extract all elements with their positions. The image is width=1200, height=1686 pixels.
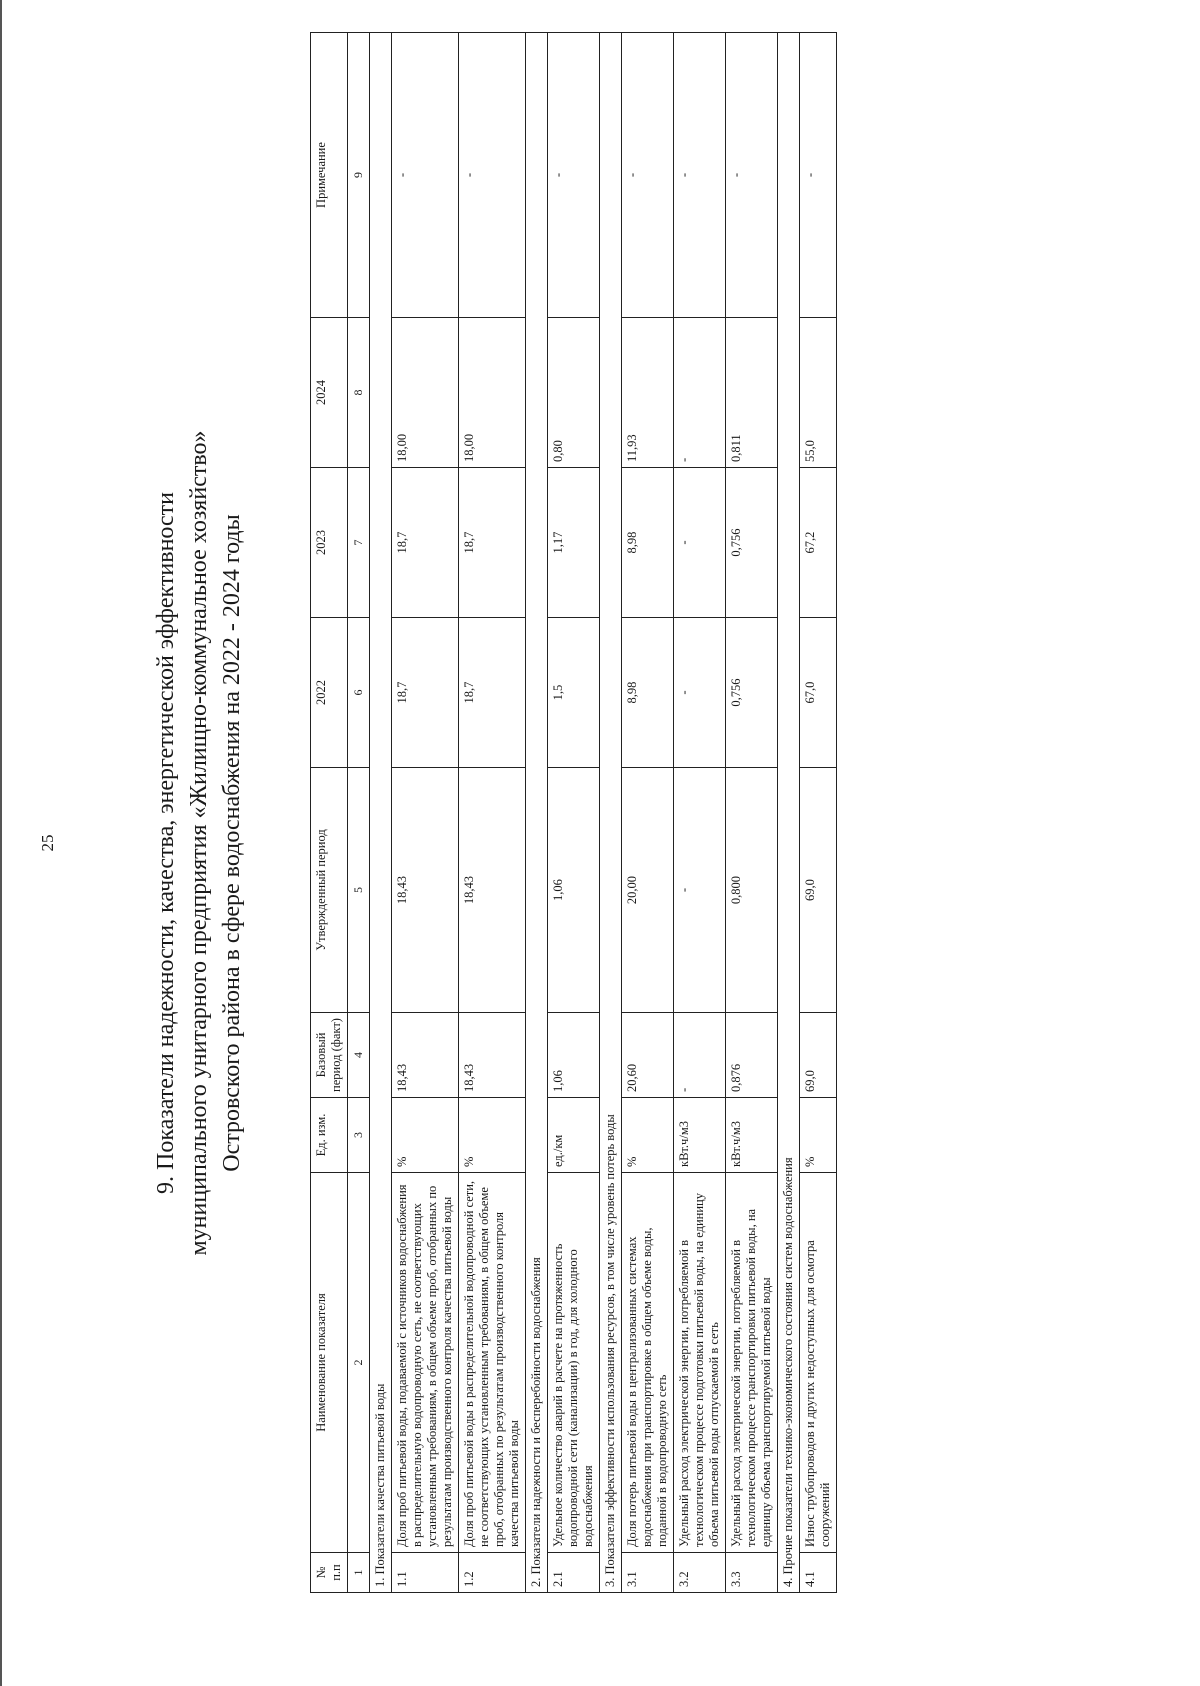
indicator-name: Удельный расход электрической энергии, потребляемой в технологическом процессе подготовки питьевой воды, на единицу объема питьевой воды отпускаемой в сеть [674,1173,726,1553]
header-cell: Базовый период (факт) [311,1013,348,1098]
header-cell: 2024 [311,318,348,468]
column-number: 4 [348,1013,370,1098]
column-number: 2 [348,1173,370,1553]
value-2023: - [674,468,726,618]
table-row [392,33,459,1593]
table-row [726,33,778,1593]
value-2023: 18,7 [459,468,526,618]
value-2022: 18,7 [459,618,526,768]
indicator-name: Доля проб питьевой воды в распределительной водопроводной сети, не соответствующих установленным требованиям, в общем объеме проб, отобранных по результатам производственного контроля качества питьевой воды [459,1173,526,1553]
value-2023: 18,7 [392,468,459,618]
approved-period-value: 1,06 [548,768,600,1013]
indicator-name: Доля проб питьевой воды, подаваемой с источников водоснабжения в распределительную водопроводную сеть, не соответствующих установленным требованиям, в общем объеме проб, отобранных по результатам производственного контроля качества питьевой воды [392,1173,459,1553]
header-cell: Примечание [311,33,348,318]
unit-cell: ед./км [548,1098,600,1173]
approved-period-value: - [674,768,726,1013]
row-number: 1.2 [459,1553,526,1593]
note-cell: - [726,33,778,318]
approved-period-value: 0,800 [726,768,778,1013]
base-period-value: - [674,1013,726,1098]
value-2023: 67,2 [800,468,837,618]
column-number: 8 [348,318,370,468]
header-cell: Ед. изм. [311,1098,348,1173]
table-row [548,33,600,1593]
base-period-value: 69,0 [800,1013,837,1098]
title-line-2: муниципального унитарного предприятия «Жилищно-коммунальное хозяйство» [186,430,212,1256]
value-2024: - [674,318,726,468]
row-number: 4.1 [800,1553,837,1593]
note-cell: - [800,33,837,318]
rotated-content [10,23,1190,1663]
document-title [150,23,249,1663]
value-2022: 8,98 [622,618,674,768]
unit-cell: % [459,1098,526,1173]
unit-cell: кВт.ч/м3 [674,1098,726,1173]
column-number: 9 [348,33,370,318]
table-body [370,33,837,1593]
value-2022: 1,5 [548,618,600,768]
unit-cell: кВт.ч/м3 [726,1098,778,1173]
base-period-value: 18,43 [459,1013,526,1098]
base-period-value: 0,876 [726,1013,778,1098]
value-2022: - [674,618,726,768]
table-row [459,33,526,1593]
header-cell: № п.п [311,1553,348,1593]
value-2023: 8,98 [622,468,674,618]
section-title: 4. Прочие показатели технико-экономического состояния систем водоснабжения [778,33,800,1593]
column-number: 3 [348,1098,370,1173]
section-title: 1. Показатели качества питьевой воды [370,33,392,1593]
page-number: 25 [38,834,57,852]
indicator-name: Доля потерь питьевой воды в централизованных системах водоснабжения при транспортировке в общем объеме воды, поданной в водопроводную сеть [622,1173,674,1553]
value-2022: 0,756 [726,618,778,768]
column-number: 6 [348,618,370,768]
value-2022: 18,7 [392,618,459,768]
base-period-value: 18,43 [392,1013,459,1098]
note-cell: - [622,33,674,318]
column-number: 5 [348,768,370,1013]
value-2024: 0,811 [726,318,778,468]
header-cell: 2023 [311,468,348,618]
indicator-name: Износ трубопроводов и других недоступных для осмотра сооружений [800,1173,837,1553]
approved-period-value: 69,0 [800,768,837,1013]
header-row [311,33,348,1593]
title-line-3: Островского района в сфере водоснабжения на 2022 - 2024 годы [219,514,245,1172]
unit-cell: % [800,1098,837,1173]
value-2022: 67,0 [800,618,837,768]
scan-edge [0,0,2,1686]
note-cell: - [459,33,526,318]
indicator-name: Удельный расход электрической энергии, потребляемой в технологическом процессе транспортировки питьевой воды, на единицу объема транспортируемой питьевой воды [726,1173,778,1553]
table-row [622,33,674,1593]
column-number-row [348,33,370,1593]
section-row [526,33,548,1593]
section-row [370,33,392,1593]
row-number: 2.1 [548,1553,600,1593]
row-number: 3.3 [726,1553,778,1593]
value-2024: 55,0 [800,318,837,468]
value-2023: 1,17 [548,468,600,618]
section-row [600,33,622,1593]
value-2024: 18,00 [392,318,459,468]
unit-cell: % [392,1098,459,1173]
base-period-value: 20,60 [622,1013,674,1098]
approved-period-value: 18,43 [459,768,526,1013]
value-2024: 11,93 [622,318,674,468]
section-title: 2. Показатели надежности и бесперебойности водоснабжения [526,33,548,1593]
header-cell: Наименование показателя [311,1173,348,1553]
title-line-1: 9. Показатели надежности, качества, энергетической эффективности [153,492,179,1195]
approved-period-value: 20,00 [622,768,674,1013]
value-2024: 18,00 [459,318,526,468]
note-cell: - [548,33,600,318]
approved-period-value: 18,43 [392,768,459,1013]
header-cell: Утвержденный период [311,768,348,1013]
base-period-value: 1,06 [548,1013,600,1098]
row-number: 3.1 [622,1553,674,1593]
table-row [674,33,726,1593]
section-title: 3. Показатели эффективности использования ресурсов, в том числе уровень потерь воды [600,33,622,1593]
note-cell: - [674,33,726,318]
column-number: 1 [348,1553,370,1593]
indicator-name: Удельное количество аварий в расчете на протяженность водопроводной сети (канализации) в год, для холодного водоснабжения [548,1173,600,1553]
column-number: 7 [348,468,370,618]
value-2024: 0,80 [548,318,600,468]
value-2023: 0,756 [726,468,778,618]
indicators-table [310,32,837,1593]
row-number: 3.2 [674,1553,726,1593]
section-row [778,33,800,1593]
table-row [800,33,837,1593]
row-number: 1.1 [392,1553,459,1593]
unit-cell: % [622,1098,674,1173]
header-cell: 2022 [311,618,348,768]
note-cell: - [392,33,459,318]
